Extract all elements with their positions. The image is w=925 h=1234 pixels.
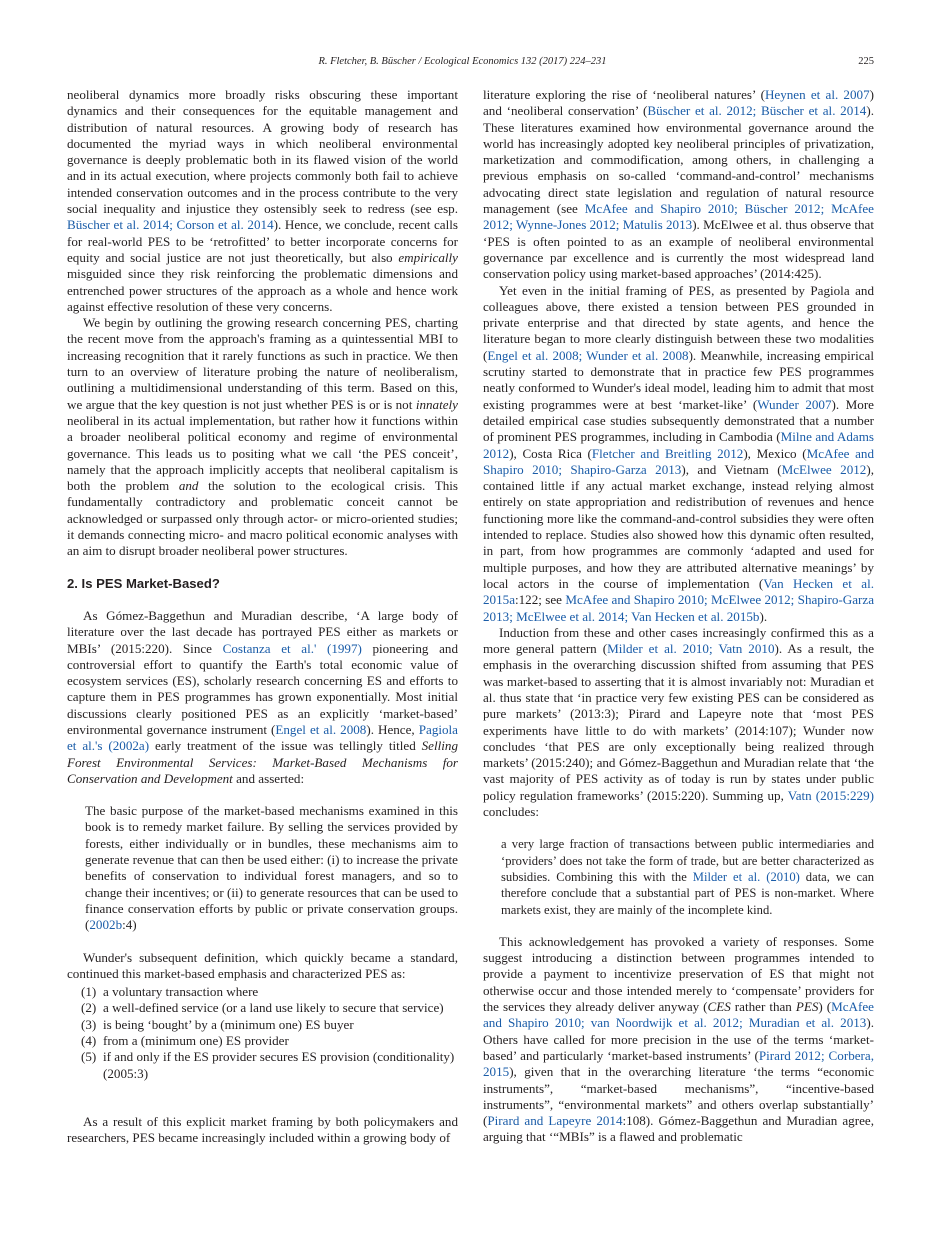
text-run: data, we can therefore conclude that a substantial part of PES is non-market. Where markets exist, they are mainly of the incomplete kind.: [501, 869, 875, 917]
paragraph: [67, 608, 458, 787]
section-heading: 2. Is PES Market-Based?: [67, 575, 220, 591]
citation-link[interactable]: Fletcher and Breitling 2012: [591, 445, 744, 461]
citation-link[interactable]: Milne and Adams 2012: [483, 429, 874, 461]
citation-link[interactable]: McAfee and Shapiro 2010; van Noordwijk et al. 2012; Muradian et al. 2013: [483, 999, 874, 1031]
text-run: We begin by outlining the growing research concerning PES, charting the recent move from the approach's framing as a quintessential MBI to increasing recognition that it rarely functions as such in practice. We then turn to an overview of literature probing the nature of neoliberalism, outlining a multidimensional understanding of this term. Based on this, we argue that the key question is not just whether PES is or is not: [67, 315, 458, 412]
paragraph: [483, 625, 874, 821]
text-run: early treatment of the issue was tellingly titled: [149, 738, 422, 754]
citation-link[interactable]: McAfee and Shapiro 2010; McElwee 2012; Shapiro-Garza 2013; McElwee et al. 2014; Van Hecken et al. 2015b: [483, 592, 875, 624]
paragraph: [483, 934, 874, 1146]
paragraph: [67, 87, 458, 315]
running-title: R. Fletcher, B. Büscher / Ecological Economics 132 (2017) 224–231: [318, 56, 607, 67]
left-column: [67, 87, 458, 1147]
block-quote: [501, 836, 874, 917]
text-run: As Gómez-Baggethun and Muradian describe, ‘A large body of literature over the last decade has portrayed PES either as markets or MBIs’ (2015:220). Since: [67, 607, 458, 656]
paragraph: Wunder's subsequent definition, which quickly became a standard, continued this market-based emphasis and characterized PES as:: [67, 949, 458, 981]
italic-text: and: [178, 478, 199, 494]
citation-link[interactable]: 2002b: [89, 917, 123, 933]
text-run: ). Others have called for more precision in the use of the terms ‘market-based’ and particularly ‘market-based instruments’ (: [483, 1015, 874, 1063]
citation-link[interactable]: Costanza et al.' (1997): [222, 640, 362, 656]
text-run: neoliberal in its actual implementation, but rather how it functions within a broader neoliberal political economy and regime of environmental governance. This leads us to positing what we call ‘the PES conceit’, namely that the approach implicitly accepts that neoliberal capitalism is both the problem: [67, 412, 458, 494]
italic-text: innately: [415, 396, 458, 412]
paragraph: [483, 87, 874, 283]
text-run: and asserted:: [232, 770, 305, 786]
paragraph: [67, 315, 458, 559]
citation-link[interactable]: McElwee 2012: [781, 461, 867, 477]
citation-link[interactable]: Büscher et al. 2014; Corson et al. 2014: [67, 217, 274, 233]
citation-link[interactable]: Pagiola et al.'s (2002a): [67, 721, 458, 754]
text-run: ). McElwee et al. thus observe that ‘PES is often pointed to as an example of neoliberal environmental governance par excellence and is currently the most widespread land conservation policy using market-based approaches’ (2014:425).: [483, 217, 874, 282]
text-run: ), Costa Rica (: [509, 445, 592, 461]
text-run: :4): [122, 917, 137, 933]
text-run: ). Hence,: [366, 721, 419, 737]
text-run: :108). Gómez-Baggethun and Muradian agree, arguing that ‘“MBIs” is a flawed and problematic: [483, 1113, 874, 1145]
paragraph: As a result of this explicit market framing by both policymakers and researchers, PES became increasingly included within a growing body of: [67, 1113, 458, 1146]
text-run: The basic purpose of the market-based mechanisms examined in this book is to remedy market failure. By selling the services provided by forests, either individually or in bundles, these mechanisms aim to generate revenue that can then be used either: (i) to increase the private benefits of conservation to individual forest managers, and so to change their incentives; or (ii) to generate resources that can be used to finance conservation efforts by public or private conservation groups. (: [85, 803, 458, 933]
text-run: Yet even in the initial framing of PES, as presented by Pagiola and colleagues above, there existed a tension between PES grounded in private enterprise and that directed by state agents, and hence the literature began to more clearly distinguish between these two modalities (: [483, 282, 874, 363]
list-item: (4) from a (minimum one) ES provider: [81, 1033, 289, 1049]
paragraph: [483, 283, 874, 625]
text-run: ). Meanwhile, increasing empirical scrutiny started to demonstrate that in practice few PES programmes neatly conformed to Wunder's ideal model, leading him to admit that most existing programmes were at best ‘market-like’ (: [483, 347, 874, 412]
text-run: ). As a result, the emphasis in the overarching discussion shifted from assuming that PES was market-based to asserting that it is almost invariably not: Muradian et al. thus state that ‘in practice very few existing PES can be considered as pure markets’ (2013:3); Pirard and Lapeyre note that ‘most PES experiments have little to do with markets’ (2014:107); Wunder now concludes ‘that PES are only exceptionally being realized through markets’ (2015:240); and Gómez-Baggethun and Muradian relate that ‘the vast majority of PES activity as of today is run by states under public policy regulation frameworks’ (2015:220). Summing up,: [483, 641, 875, 803]
citation-link[interactable]: Heynen et al. 2007: [764, 87, 870, 102]
citation-link[interactable]: Vatn (2015:229): [787, 787, 874, 803]
citation-link[interactable]: Büscher et al. 2012; Büscher et al. 2014: [647, 103, 867, 119]
italic-text: PES: [795, 999, 819, 1015]
text-run: the solution to the ecological crisis. This fundamentally contradictory and problematic conceit cannot be acknowledged or surpassed only through actor- or micro-oriented studies; it demands connecting micro- and macro political economic analyses with an aim to disrupt broader neoliberal power structures.: [67, 478, 459, 559]
page-number: 225: [858, 56, 874, 67]
text-run: ).: [759, 608, 768, 624]
citation-link[interactable]: Van Hecken et al. 2015a: [483, 575, 874, 608]
text-run: This acknowledgement has provoked a variety of responses. Some suggest introducing a distinction between programmes intended to provide a payment to incentivize preservation of ES that might not otherwise occur and those intended merely to ‘compensate’ providers for the services they already deliver anyway (: [483, 933, 874, 1015]
citation-link[interactable]: Wunder 2007: [757, 396, 832, 412]
text-run: ), Mexico (: [743, 445, 807, 461]
list-item: (5) if and only if the ES provider secures ES provision (conditionality) (2005:3): [81, 1049, 455, 1081]
citation-link[interactable]: Milder et al. 2010; Vatn 2010: [607, 641, 775, 657]
definition-list: [81, 984, 458, 1082]
italic-text: CES: [707, 999, 731, 1015]
text-run: ), and Vietnam (: [681, 461, 782, 477]
text-run: Induction from these and other cases increasingly confirmed this as a more general pattern (: [483, 624, 874, 657]
citation-link[interactable]: Pirard and Lapeyre 2014: [487, 1113, 623, 1129]
right-column: [483, 87, 874, 1146]
citation-link[interactable]: McAfee and Shapiro 2010; Shapiro-Garza 2013: [483, 445, 874, 477]
text-run: concludes:: [483, 804, 539, 820]
text-run: ), contained little if any actual market exchange, instead relying almost entirely on state appropriation and redistribution of revenues and hence functioning more like the command-and-control subsidies they were often intended to replace. Studies also showed how this dynamic often resulted, in part, from how programmes are commonly ‘adapted and used for multiple purposes, and how they are attributed alternative meanings’ by local actors in the course of implementation (: [483, 461, 874, 591]
text-run: pioneering and controversial effort to quantify the Earth's total economic value of ecosystem services (ES), scholarly research concerning ES and efforts to capture them in PES programmes has grown exponentially. Most initial discussions clearly positioned PES as an explicitly ‘market-based’ environmental governance instrument (: [67, 640, 458, 737]
list-item: (3) is being ‘bought’ by a (minimum one) ES buyer: [81, 1016, 354, 1032]
text-run: ). More detailed empirical case studies subsequently demonstrated that a number of prominent PES programmes, including in Cambodia (: [483, 396, 874, 445]
text-run: ), given that in the overarching literature ‘the terms “economic instruments”, “market-based mechanisms”, “incentive-based instruments”, “environmental markets” and others overlap substantially’ (: [483, 1064, 874, 1129]
block-quote: [85, 803, 458, 933]
text-run: a very large fraction of transactions between public intermediaries and ‘providers’ does not take the form of trade, but are better characterized as subsidies. Combining this with the: [501, 837, 874, 884]
italic-text: Selling Forest Environmental Services: Market-Based Mechanisms for Conservation and Development: [67, 738, 458, 786]
italic-text: empirically: [398, 249, 458, 265]
text-run: neoliberal dynamics more broadly risks obscuring these important dynamics and their consequences for the equitable management and distribution of natural resources. A growing body of research has documented the myriad ways in which neoliberal environmental governance is deeply problematic both in its flawed vision of the world and in its actual execution, where projects commonly both fail to achieve intended conservation outcomes and in the process contribute to the very social inequality and injustice they ostensibly seek to redress (see esp.: [67, 87, 458, 217]
text-run: ). Hence, we conclude, recent calls for real-world PES to be ‘retrofitted’ to better incorporate concerns for equity and social justice are not just theoretically, but also: [67, 217, 458, 265]
citation-link[interactable]: McAfee and Shapiro 2010; Büscher 2012; McAfee 2012; Wynne-Jones 2012; Matulis 2013: [483, 201, 874, 233]
text-run: ) (: [818, 999, 832, 1015]
text-run: rather than: [730, 999, 796, 1015]
citation-link[interactable]: Engel et al. 2008: [275, 721, 367, 737]
text-run: ). These literatures examined how environmental governance around the world has increasingly adopted key neoliberal principles of privatization, marketization and commodification, among others, in challenging a previous emphasis on so-called ‘command-and-control’ mechanisms advocating direct state legislation and regulation of natural resource management (see: [483, 103, 874, 217]
running-header: [0, 56, 925, 72]
text-run: misguided since they risk reinforcing the problematic dimensions and entrenched power structures of the approach as a whole and hence work against effective resolution of these very concerns.: [67, 266, 458, 314]
list-item: (1) a voluntary transaction where: [81, 984, 259, 1000]
citation-link[interactable]: Milder et al. (2010): [692, 869, 800, 884]
list-item: (2) a well-defined service (or a land use likely to secure that service): [81, 1000, 444, 1016]
citation-link[interactable]: Pirard 2012; Corbera, 2015: [483, 1047, 874, 1080]
text-run: :122; see: [515, 592, 566, 608]
citation-link[interactable]: Engel et al. 2008; Wunder et al. 2008: [487, 347, 689, 363]
text-run: ) and ‘neoliberal conservation’ (: [483, 87, 874, 119]
text-run: literature exploring the rise of ‘neoliberal natures’ (: [483, 87, 765, 102]
